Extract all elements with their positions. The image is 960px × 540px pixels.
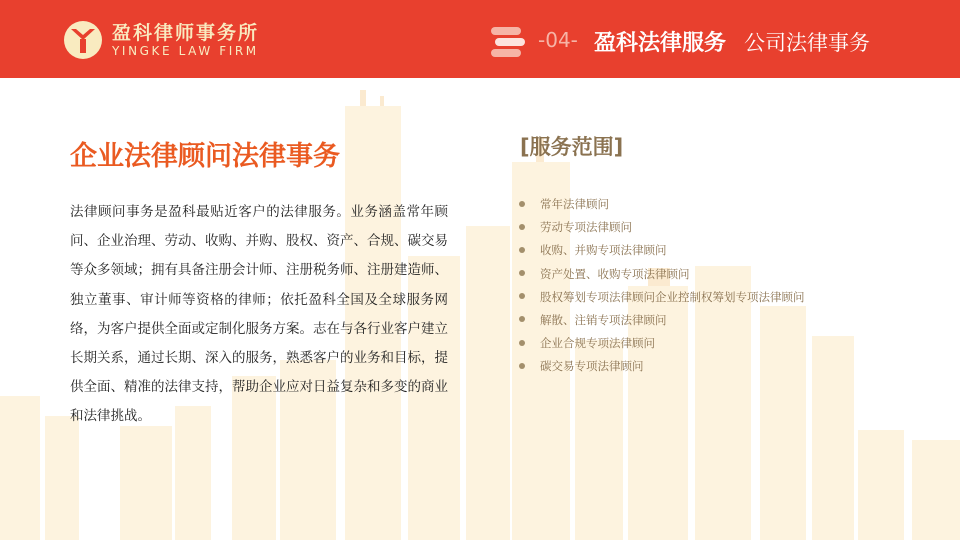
service-label: 解散、注销专项法律顾问 — [540, 312, 667, 327]
service-list — [519, 193, 805, 379]
logo-chinese-name: 盈科律师事务所 — [112, 22, 260, 44]
list-item — [519, 263, 805, 286]
logo-english-name: YINGKE LAW FIRM — [112, 44, 259, 58]
list-item — [519, 193, 805, 216]
bullet-icon — [519, 224, 525, 230]
list-item — [519, 355, 805, 378]
list-item — [519, 332, 805, 355]
bullet-icon — [519, 247, 525, 253]
service-label: 碳交易专项法律顾问 — [540, 359, 644, 374]
services-heading: [服务范围] — [520, 135, 624, 159]
list-item — [519, 286, 805, 309]
bullet-icon — [519, 270, 525, 276]
section-title: 盈科法律服务 — [594, 31, 727, 56]
service-label: 股权筹划专项法律顾问企业控制权筹划专项法律顾问 — [540, 289, 805, 304]
yingke-logo-icon — [63, 20, 103, 60]
section-subtitle: 公司法律事务 — [744, 31, 870, 55]
bullet-icon — [519, 363, 525, 369]
header-bar — [0, 0, 960, 78]
service-description: 法律顾问事务是盈科最贴近客户的法律服务。业务涵盖常年顾问、企业治理、劳动、收购、并购、股权、资产、合规、碳交易等众多领域；拥有具备注册会计师、注册税务师、注册建造师、独立董事、审计师等资格的律师；依托盈科全国及全球服务网络，为客户提供全面或定制化服务方案。志在与各行业客户建立长期关系，通过长期、深入的服务，熟悉客户的业务和目标，提供全面、精准的法律支持，帮助企业应对日益复杂和多变的商业和法律挑战。 — [70, 204, 448, 425]
list-item — [519, 309, 805, 332]
section-stripes-icon — [491, 25, 525, 59]
list-item — [519, 216, 805, 239]
page-title: 企业法律顾问法律事务 — [70, 141, 340, 172]
bullet-icon — [519, 316, 525, 322]
bullet-icon — [519, 201, 525, 207]
service-label: 劳动专项法律顾问 — [540, 220, 632, 235]
service-label: 资产处置、收购专项法律顾问 — [540, 266, 690, 281]
bullet-icon — [519, 293, 525, 299]
service-label: 常年法律顾问 — [540, 197, 609, 211]
bullet-icon — [519, 340, 525, 346]
service-label: 收购、并购专项法律顾问 — [540, 243, 667, 258]
list-item — [519, 239, 805, 262]
service-label: 企业合规专项法律顾问 — [540, 336, 655, 351]
section-number: -04- — [538, 28, 578, 52]
